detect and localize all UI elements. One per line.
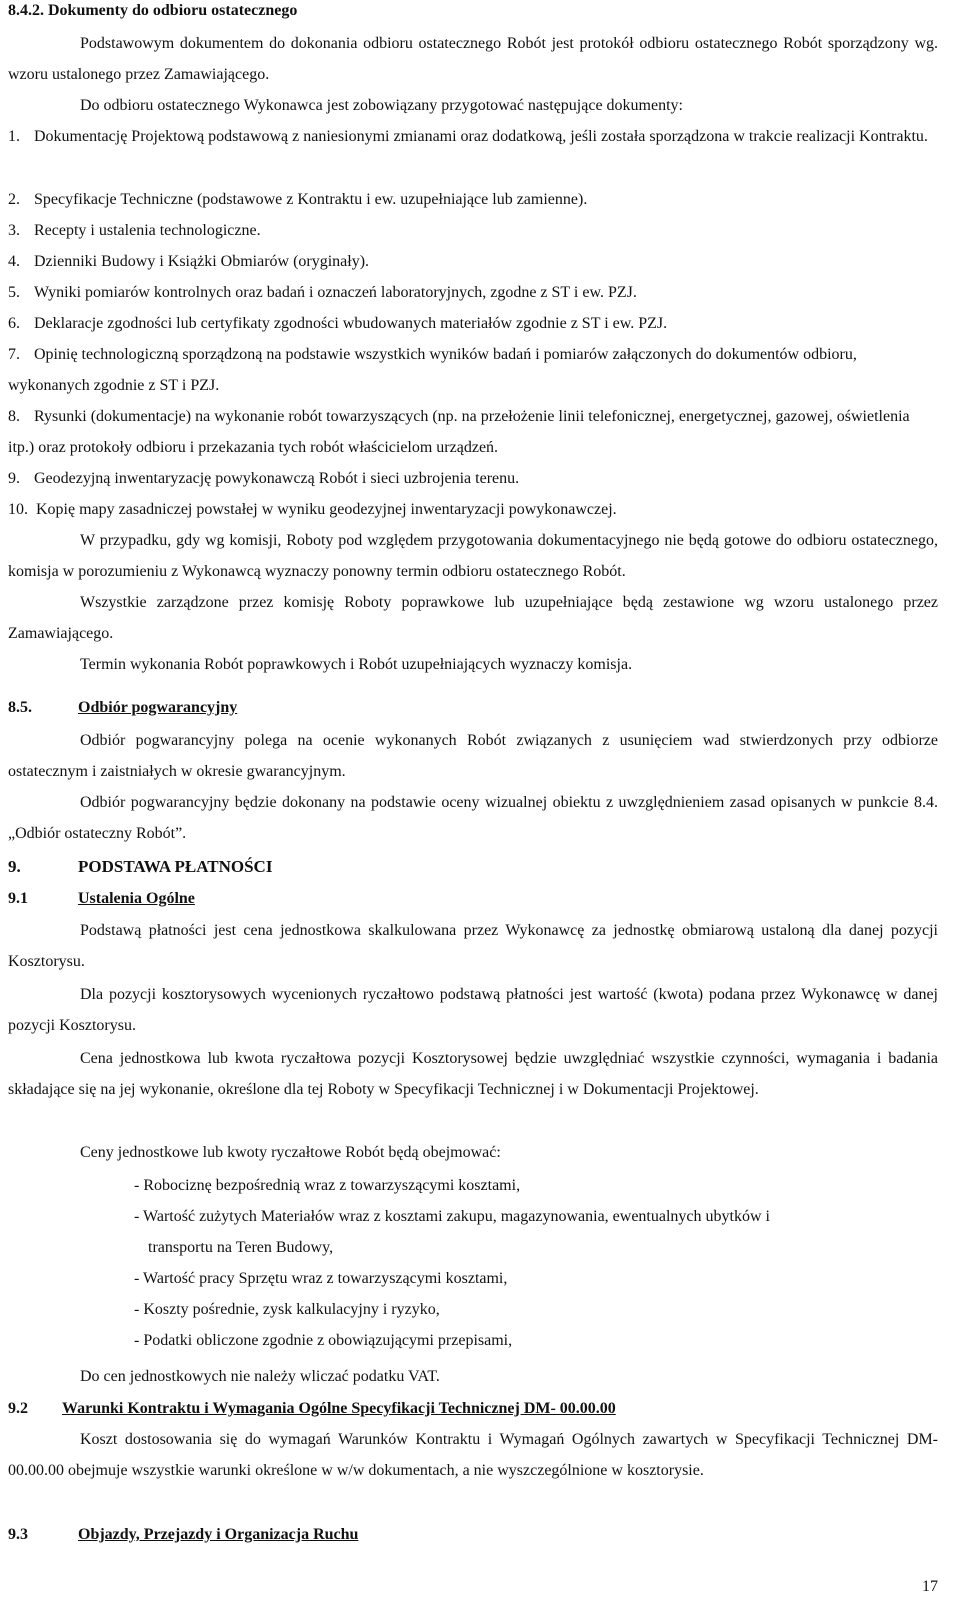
list-item-text: Specyfikacje Techniczne (podstawowe z Kontraktu i ew. uzupełniające lub zamienne). [34,191,588,208]
list-item-text: Opinię technologiczną sporządzoną na podstawie wszystkich wyników badań i pomiarów załączonych do dokumentów odbioru, wykonanych zgodnie z ST i PZJ. [8,346,857,394]
section-number: 9.3 [8,1526,28,1543]
section-title: Ustalenia Ogólne [78,890,195,907]
section-number: 9.2 [8,1400,28,1417]
list-item-text: Kopię mapy zasadniczej powstałej w wyniku geodezyjnej inwentaryzacji powykonawczej. [36,501,617,518]
list-item-number: 1. [8,128,20,145]
list-item-text: Wyniki pomiarów kontrolnych oraz badań i oznaczeń laboratoryjnych, zgodne z ST i ew. PZJ. [34,284,637,301]
list-item-number: 7. [8,346,20,363]
list-item [8,246,938,277]
paragraph: Podstawowym dokumentem do dokonania odbioru ostatecznego Robót jest protokół odbioru ostatecznego Robót sporządzony wg. wzoru ustalonego przez Zamawiającego. [8,35,938,83]
paragraph: Termin wykonania Robót poprawkowych i Robót uzupełniających wyznaczy komisja. [80,656,633,673]
list-item-text: Deklaracje zgodności lub certyfikaty zgodności wbudowanych materiałów zgodnie z ST i ew. PZJ. [34,315,668,332]
list-item-continuation: transportu na Teren Budowy, [148,1239,334,1256]
section-number: 9. [8,857,21,876]
page-number: 17 [922,1578,938,1595]
paragraph: W przypadku, gdy wg komisji, Roboty pod względem przygotowania dokumentacyjnego nie będą gotowe do odbioru ostatecznego, komisja w porozumieniu z Wykonawcą wyznaczy ponowny termin odbioru ostatecznego Robót. [8,532,938,580]
list-item-text: Dokumentację Projektową podstawową z naniesionymi zmianami oraz dodatkową, jeśli została sporządzona w trakcie realizacji Kontraktu. [34,128,928,145]
list-item-number: 2. [8,191,20,208]
paragraph: Odbiór pogwarancyjny będzie dokonany na podstawie oceny wizualnej obiektu z uwzględnieniem zasad opisanych w punkcie 8.4. „Odbiór ostateczny Robót”. [8,794,938,842]
list-item [8,1201,938,1263]
list-item: - Podatki obliczone zgodnie z obowiązującymi przepisami, [134,1332,513,1349]
list-item [8,339,938,401]
paragraph: Cena jednostkowa lub kwota ryczałtowa pozycji Kosztorysowej będzie uwzględniać wszystkie czynności, wymagania i badania składające się na jej wykonanie, określone dla tej Roboty w Specyfikacji Technicznej i w Dokumentacji Projektowej. [8,1050,938,1098]
paragraph: Ceny jednostkowe lub kwoty ryczałtowe Robót będą obejmować: [80,1144,501,1161]
list-item-number: 9. [8,470,20,487]
list-item-number: 4. [8,253,20,270]
section-heading-9-2 [8,1398,616,1420]
list-item-text: Rysunki (dokumentacje) na wykonanie robót towarzyszących (np. na przełożenie linii telefonicznej, energetycznej, gazowej, oświetlenia itp.) oraz protokoły odbioru i przekazania tych robót właścicielom urządzeń. [8,408,910,456]
section-heading-8-5 [8,697,237,719]
section-heading-8-4-2: 8.4.2. Dokumenty do odbioru ostatecznego [8,2,298,19]
paragraph: Koszt dostosowania się do wymagań Warunków Kontraktu i Wymagań Ogólnych zawartych w Specyfikacji Technicznej DM-00.00.00 obejmuje wszystkie warunki określone w w/w dokumentach, a nie wyszczególnione w kosztorysie. [8,1431,938,1479]
list-item-number: 10. [8,501,28,518]
section-heading-9-1 [8,888,195,910]
section-number: 9.1 [8,890,28,907]
list-item [8,184,938,215]
list-item-number: 6. [8,315,20,332]
paragraph: Do cen jednostkowych nie należy wliczać podatku VAT. [80,1368,440,1385]
list-item [8,494,938,525]
section-title: Warunki Kontraktu i Wymagania Ogólne Specyfikacji Technicznej DM- 00.00.00 [62,1400,616,1417]
list-item [8,401,938,463]
list-item-text: Geodezyjną inwentaryzację powykonawczą Robót i sieci uzbrojenia terenu. [34,470,520,487]
list-item: - Koszty pośrednie, zysk kalkulacyjny i ryzyko, [134,1301,440,1318]
list-item [8,463,938,494]
section-heading-9 [8,856,272,878]
list-item-number: 8. [8,408,20,425]
list-item-text: Recepty i ustalenia technologiczne. [34,222,261,239]
list-item [8,121,938,152]
list-item: - Robociznę bezpośrednią wraz z towarzyszącymi kosztami, [134,1177,521,1194]
cost-components-list [8,1170,938,1356]
section-title: PODSTAWA PŁATNOŚCI [78,857,273,876]
paragraph: Odbiór pogwarancyjny polega na ocenie wykonanych Robót związanych z usunięciem wad stwierdzonych przy odbiorze ostatecznym i zaistniałych w okresie gwarancyjnym. [8,732,938,780]
section-title: Objazdy, Przejazdy i Organizacja Ruchu [78,1526,359,1543]
section-heading-9-3 [8,1524,358,1546]
paragraph: Do odbioru ostatecznego Wykonawca jest zobowiązany przygotować następujące dokumenty: [80,97,683,114]
list-item [8,215,938,246]
list-item-number: 3. [8,222,20,239]
list-item [8,277,938,308]
list-item-number: 5. [8,284,20,301]
paragraph: Podstawą płatności jest cena jednostkowa skalkulowana przez Wykonawcę za jednostkę obmiarową ustaloną dla danej pozycji Kosztorysu. [8,922,938,970]
list-item-text: - Wartość zużytych Materiałów wraz z kosztami zakupu, magazynowania, ewentualnych ubytków i [134,1208,770,1225]
paragraph: Wszystkie zarządzone przez komisję Roboty poprawkowe lub uzupełniające będą zestawione wg wzoru ustalonego przez Zamawiającego. [8,594,938,642]
list-item: - Wartość pracy Sprzętu wraz z towarzyszącymi kosztami, [134,1270,508,1287]
section-number: 8.5. [8,699,32,716]
list-item-text: Dzienniki Budowy i Książki Obmiarów (oryginały). [34,253,370,270]
section-title: Odbiór pogwarancyjny [78,699,238,716]
list-item [8,308,938,339]
paragraph: Dla pozycji kosztorysowych wycenionych ryczałtowo podstawą płatności jest wartość (kwota) podana przez Wykonawcę w danej pozycji Kosztorysu. [8,986,938,1034]
